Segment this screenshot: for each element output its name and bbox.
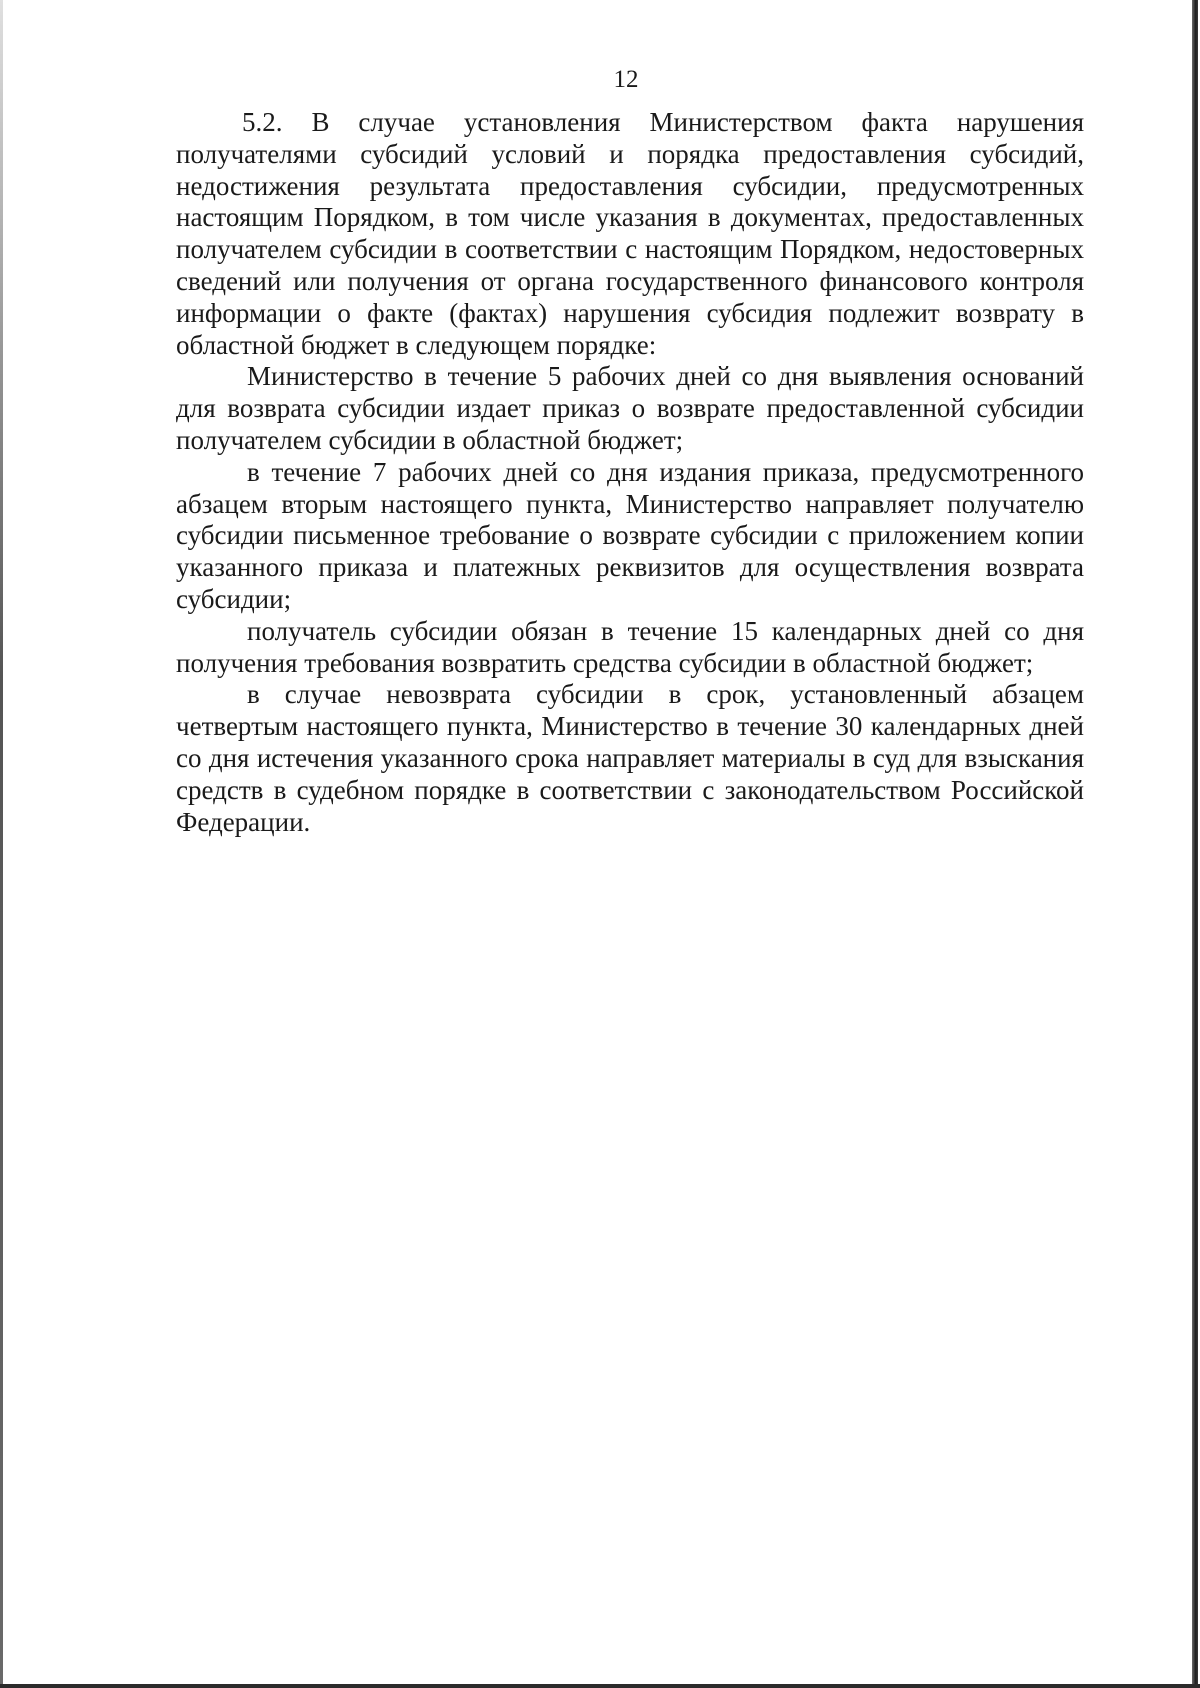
document-body (176, 107, 1084, 838)
scan-edge-bottom (0, 1684, 1200, 1688)
scan-edge-left (0, 0, 3, 1688)
paragraph-ministry-order: Министерство в течение 5 рабочих дней со дня выявления оснований для возврата субсидии издает приказ о возврате предоставленной субсидии получателем субсидии в областной бюджет; (176, 361, 1084, 455)
paragraph-written-demand: в течение 7 рабочих дней со дня издания приказа, предусмотренного абзацем вторым настоящего пункта, Министерство направляет получателю субсидии письменное требование о возврате субсидии с приложением копии указанного приказа и платежных реквизитов для осуществления возврата субсидии; (176, 456, 1084, 614)
paragraph-court-recovery: в случае невозврата субсидии в срок, установленный абзацем четвертым настоящего пункта, Министерство в течение 30 календарных дней со дня истечения указанного срока направляет материалы в суд для взыскания средств в судебном порядке в соответствии с законодательством Российской Федерации. (176, 679, 1084, 837)
paragraph-5-2: 5.2. В случае установления Министерством факта нарушения получателями субсидий условий и порядка предоставления субсидий, недостижения результата предоставления субсидии, предусмотренных настоящим Порядком, в том числе указания в документах, предоставленных получателем субсидии в соответствии с настоящим Порядком, недостоверных сведений или получения от органа государственного финансового контроля информации о факте (фактах) нарушения субсидия подлежит возврату в областной бюджет в следующем порядке: (176, 107, 1084, 360)
paragraph-return-deadline: получатель субсидии обязан в течение 15 календарных дней со дня получения требования возвратить средства субсидии в областной бюджет; (176, 615, 1084, 678)
scan-edge-right (1192, 0, 1198, 1688)
page-number: 12 (613, 66, 639, 93)
